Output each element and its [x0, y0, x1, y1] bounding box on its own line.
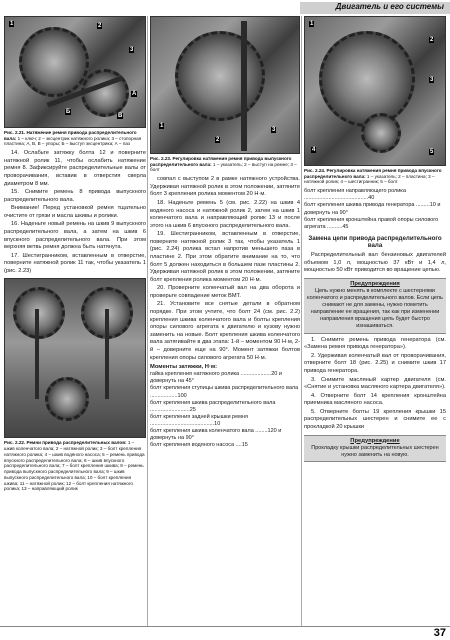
paragraph: 1. Снимите ремень привода генератора (см. «Замена ремня привода генератора»).: [304, 336, 446, 351]
header-title: Двигатель и его системы: [335, 2, 444, 11]
paragraph: 15. Снимите ремень 8 привода выпускного распределительного вала.: [4, 189, 146, 203]
figure-2-21-photo: [4, 16, 146, 128]
photo-label: 4: [312, 147, 316, 153]
figure-2-22-photo: [4, 278, 146, 438]
paragraph: 16. Наденьте новый ремень на шкив 9 выпускного распределительного вала, а затем на шкив 6 впускного распределительного вала. При этом верхняя ветвь ремня должна быть натянута.: [4, 221, 146, 251]
photo-label: 3: [430, 77, 434, 83]
photo-label: 1: [160, 123, 164, 129]
torque-table-continued: [304, 188, 446, 231]
running-header: [0, 0, 450, 14]
paragraph: 2. Удерживая коленчатый вал от проворачивания, отверните болт 18 (рис. 2.25) и снимите шкив 17 привода генератора.: [304, 352, 446, 374]
torque-row: болт крепления шкива привода генератора .........10 и довернуть на 90°: [304, 202, 441, 216]
caption-title: Рис. 2.21. Натяжение ремня привода распределительного вала:: [4, 130, 137, 141]
paragraph: 14. Ослабьте затяжку болта 12 и поверните натяжной ролик 11, чтобы ослабить натяжение ремня 8. Зафиксируйте распределительные валы от проворачивания, вставив в отверстия сверла диаметром 8 мм.: [4, 150, 146, 187]
paragraph: совпал с выступом 2 в рамке натяжного устройства. Удерживая натяжной ролик в этом положении, затяните болт 3 крепления ролика моментом 20 Н·м.: [150, 176, 300, 198]
figure-2-23-photo: [150, 16, 300, 154]
caption-title: Рис. 2.24. Регулировка натяжения ремня привода впускного распределительного вала:: [304, 168, 442, 179]
paragraph: Внимание! Перед установкой ремня тщательно очистите от грязи и масла шкивы и ролики.: [4, 205, 146, 219]
figure-2-23-caption: [150, 156, 300, 173]
caption-text: 1 – шкив коленчатого вала; 2 – натяжной ролик; 3 – болт крепления натяжного ролика; 4 – шкив водяного насоса; 5 – ремень привода впускного распределительного вала; 6 – шкив впускного распределительного вала; 7 – болт крепления шкива; 8 – ремень привода выпускного распределительного вала; 9 – шкив выпускного распределительного вала; 10 – болт крепления шкива; 11 – натяжной ролик; 12 – болт крепления натяжного ролика; 13 – направляющий ролик: [4, 440, 145, 492]
figure-2-24-caption: [304, 168, 446, 185]
photo-label: B: [118, 113, 123, 119]
paragraph: 18. Наденьте ремень 5 (см. рис. 2.22) на шкив 4 водяного насоса и натяжной ролик 2, затем на шкив 1 коленчатого вала и направляющий ролик 13 и после этого на шкив 6 впускного распределительного вала.: [150, 199, 300, 229]
torque-row: болт крепления ступицы шкива распределительного вала ..................100: [150, 385, 299, 399]
column-middle: [150, 16, 300, 626]
figure-2-24-photo: [304, 16, 446, 166]
photo-label: Б: [66, 109, 71, 115]
warning-header: Предупреждения: [350, 280, 400, 287]
column-divider: [301, 16, 302, 626]
torque-table: [150, 364, 300, 450]
column-divider: [147, 16, 148, 626]
warning-text: Цепь нужно менять в комплекте с шестернями коленчатого и распределительного валов. Если цепь снимают не для замены, нужно пометить направление ее вращения, так как при изменении направления вращения цепь будет быстро изнашиваться.: [307, 287, 443, 330]
photo-label: 3: [130, 47, 134, 53]
caption-text: 1 – ключ; 2 – эксцентрик натяжного ролика; 3 – стопорная пластина; А, В, В – упоры; Б – выступ эксцентрика; А – паз: [4, 135, 142, 147]
torque-header: Моменты затяжки, Н·м:: [150, 364, 218, 371]
torque-row: болт крепления шкива распределительного вала ..........................25: [150, 399, 276, 413]
photo-label: A: [132, 91, 137, 97]
torque-row: болт крепления кронштейна правой опоры силового агрегата ..........45: [304, 216, 439, 230]
page-number: 37: [433, 627, 446, 639]
paragraph: 21. Установите все снятые детали в обратном порядке. При этом учтите, что болт 24 (см. рис. 2.2) крепления шкива коленчатого вала и болты крепления опоры силового агрегата к двигателю и кузову нужно заменить на новые. Болт крепления шкива коленчатого вала затягивайте в два этапа: 1-й – моментом 90 Н·м, 2-й – доверните еще на 90°. Момент затяжки болтов крепления опоры силового агрегата 50 Н·м.: [150, 301, 300, 361]
paragraph: 17. Шестигранником, вставленным в отверстие, поверните натяжной ролик 11 так, чтобы указатель 1 (рис. 2.23): [4, 252, 146, 274]
photo-label: 1: [310, 21, 314, 27]
paragraph: 5. Отверните болты 19 крепления крышки 15 распределительных шестерен и снимите ее с прокладкой 20 крышки: [304, 408, 446, 430]
caption-text: 1 – указатель; 2 – пластина; 3 – натяжной ролик; 4 – шестигранник; 5 – болт: [304, 173, 435, 185]
torque-row: болт крепления направляющего ролика ..........................................40: [304, 188, 406, 202]
photo-label: 1: [10, 21, 14, 27]
footer-rule: [0, 626, 450, 627]
section-title: Замена цепи привода распределительного вала: [308, 235, 442, 250]
torque-row: болт крепления шкива коленчатого вала ........120 и довернуть на 90°: [150, 428, 282, 442]
photo-label: 2: [98, 23, 102, 29]
paragraph: 19. Шестигранником, вставленным в отверстие, поверните натяжной ролик 3 так, чтобы указатель 1 (рис. 2.24) ролика встал напротив меньшего паза в пластине 2. При этом обратите внимание на то, что болт 5 должен находиться в большем пазе пластины 2. Удерживая натяжной ролик в этом положении, затяните болт крепления ролика моментом 20 Н·м.: [150, 231, 300, 283]
torque-row: гайка крепления натяжного ролика ....................20 и довернуть на 45°: [150, 371, 282, 385]
warning-box: [304, 278, 446, 334]
photo-label: 3: [272, 127, 276, 133]
caption-text: 1 – указатель; 2 – выступ на ремне; 3 – болт: [150, 161, 297, 173]
paragraph: 20. Проверните коленчатый вал на два оборота и проверьте совпадение меток ВМТ.: [150, 285, 300, 299]
paragraph: 3. Снимите масляный картер двигателя (см. «Снятие и установка масляного картера двигателя»).: [304, 376, 446, 391]
warning-text: Прокладку крышки распределительных шестерен нужно заменить на новую.: [311, 444, 439, 458]
column-right: [304, 16, 446, 626]
paragraph: Распределительный вал бензиновых двигателей объемом 1,0 л, мощностью 37 кВт и 1,4 л, мощностью 50 кВт приводится во вращение цепью.: [304, 252, 446, 274]
torque-row: болт крепления задней крышки ремня ..........................................10: [150, 413, 248, 428]
figure-2-21-caption: [4, 130, 146, 147]
photo-label: 2: [430, 37, 434, 43]
paragraph: 4. Отверните болт 14 крепления кронштейна приемника масляного насоса.: [304, 392, 446, 407]
caption-title: Рис. 2.23. Регулировка натяжения ремня привода выпускного распределительного вала:: [150, 156, 292, 167]
warning-header: Предупреждение: [350, 437, 400, 444]
photo-label: 5: [430, 149, 434, 155]
caption-title: Рис. 2.22. Ремни привода распределительных валов:: [4, 440, 127, 446]
figure-2-22-caption: [4, 440, 146, 492]
column-left: [4, 16, 146, 626]
photo-label: 2: [216, 137, 220, 143]
torque-row: болт крепления водяного насоса ....15: [150, 442, 248, 449]
warning-box: [304, 435, 446, 462]
